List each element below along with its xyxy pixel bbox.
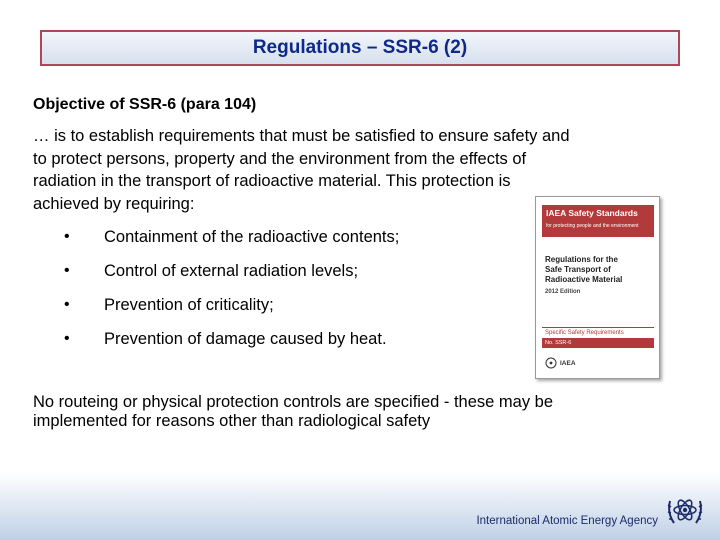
book-series-title: IAEA Safety Standards [546,208,638,218]
footer-agency-name: International Atomic Energy Agency [476,515,658,527]
bullet-icon: • [64,262,70,279]
requirements-list [64,228,399,364]
conclusion-line: implemented for reasons other than radiological safety [33,412,431,430]
list-item-text: Prevention of damage caused by heat. [104,330,387,348]
list-item [64,262,399,296]
conclusion-line: No routeing or physical protection controls are specified - these may be [33,393,554,411]
iaea-emblem-icon [664,489,706,536]
intro-line: … is to establish requirements that must be satisfied to ensure safety and [33,127,570,145]
book-series-subtitle: for protecting people and the environment [546,223,639,229]
list-item-text: Containment of the radioactive contents; [104,228,400,246]
bullet-icon: • [64,330,70,347]
list-item-text: Control of external radiation levels; [104,262,359,280]
book-divider [542,327,654,328]
intro-line: radiation in the transport of radioactive material. This protection is [33,172,511,190]
bullet-icon: • [64,296,70,313]
ssr6-book-cover-image [535,196,660,379]
book-title-line: Safe Transport of [545,265,611,274]
bullet-icon: • [64,228,70,245]
book-series-label: Specific Safety Requirements [545,330,624,336]
intro-line: to protect persons, property and the environment from the effects of [33,149,527,168]
list-item [64,228,399,262]
book-logo-text: IAEA [560,359,576,367]
list-item-text: Prevention of criticality; [104,296,274,314]
slide-subtitle: Objective of SSR-6 (para 104) [33,96,257,113]
book-edition: 2012 Edition [545,289,581,295]
book-title [545,255,655,285]
book-number: No. SSR-6 [542,338,654,348]
book-title-line: Radioactive Material [545,275,623,284]
conclusion-paragraph [33,393,703,431]
book-cover-band [542,205,654,237]
intro-line: achieved by requiring: [33,194,195,213]
list-item [64,296,399,330]
slide-title: Regulations – SSR-6 (2) [252,37,468,58]
footer-band [0,472,720,540]
iaea-small-icon [545,357,557,369]
list-item [64,330,399,364]
book-title-line: Regulations for the [545,255,618,264]
slide-title-box [40,30,680,66]
book-logo [545,357,576,369]
